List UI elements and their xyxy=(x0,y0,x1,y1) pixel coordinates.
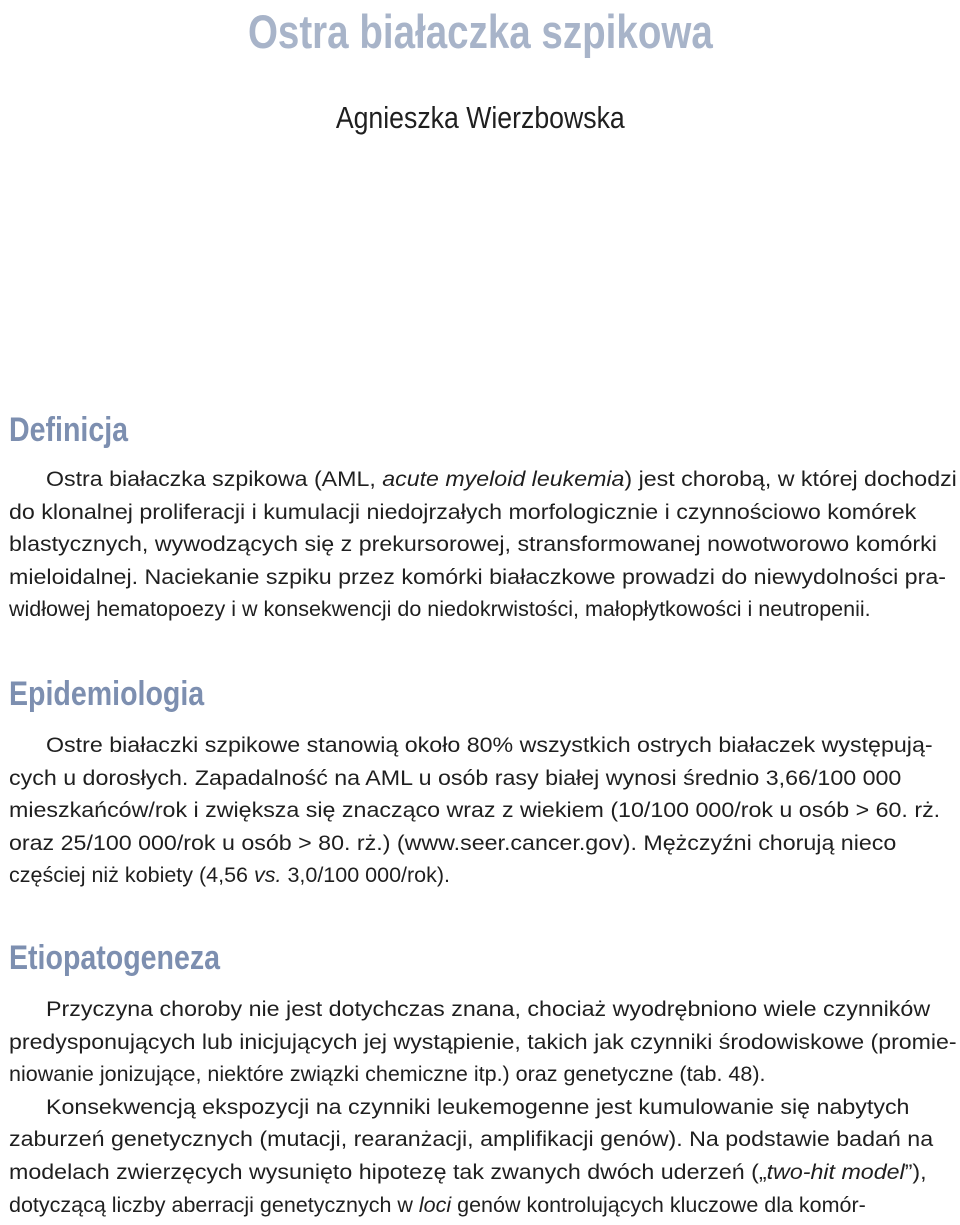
text-line: cych u dorosłych. Zapadalność na AML u osób rasy białej wynosi średnio 3,66/100 000 xyxy=(9,765,902,790)
text-line: częściej niż kobiety (4,56 vs. 3,0/100 000/rok). xyxy=(9,863,450,888)
paragraph-definicja xyxy=(9,463,957,626)
text-line: oraz 25/100 000/rok u osób > 80. rż.) (www.seer.cancer.gov). Mężczyźni chorują nieco xyxy=(9,830,897,855)
text-line: mieszkańców/rok i zwiększa się znacząco wraz z wiekiem (10/100 000/rok u osób > 60. rż. xyxy=(9,798,941,823)
text-line: zaburzeń genetycznych (mutacji, rearanżacji, amplifikacji genów). Na podstawie badań na xyxy=(9,1127,934,1152)
text-line: blastycznych, wywodzących się z prekursorowej, stransformowanej nowotworowo komórki xyxy=(9,532,937,557)
text-line: dotyczącą liczby aberracji genetycznych w loci genów kontrolujących kluczowe dla komór- xyxy=(9,1192,866,1217)
text-line: widłowej hematopoezy i w konsekwencji do niedokrwistości, małopłytkowości i neutropenii. xyxy=(9,597,871,622)
author-name: Agnieszka Wierzbowska xyxy=(335,100,625,135)
paragraph-epidemiologia xyxy=(9,729,957,892)
text-line: niowanie jonizujące, niektóre związki chemiczne itp.) oraz genetyczne (tab. 48). xyxy=(9,1062,766,1087)
text-line: mieloidalnej. Naciekanie szpiku przez komórki białaczkowe prowadzi do niewydolności pra- xyxy=(9,564,946,589)
text-line: Ostra białaczka szpikowa (AML, acute myeloid leukemia) jest chorobą, w której dochodzi xyxy=(46,467,957,491)
text-line: Ostre białaczki szpikowe stanowią około 80% wszystkich ostrych białaczek występują- xyxy=(46,733,933,757)
text-line: predysponujących lub inicjujących jej wystąpienie, takich jak czynniki środowiskowe (promie- xyxy=(9,1029,957,1054)
document-title: Ostra białaczka szpikowa xyxy=(247,5,713,58)
section-heading-etiopatogeneza: Etiopatogeneza xyxy=(9,939,221,977)
text-line: Przyczyna choroby nie jest dotychczas znana, chociaż wyodrębniono wiele czynników xyxy=(46,997,931,1021)
section-heading-epidemiologia: Epidemiologia xyxy=(9,675,205,713)
paragraph-etiopatogeneza xyxy=(9,993,957,1221)
text-line: modelach zwierzęcych wysunięto hipotezę tak zwanych dwóch uderzeń („two-hit model”), xyxy=(9,1159,927,1184)
text-line: Konsekwencją ekspozycji na czynniki leukemogenne jest kumulowanie się nabytych xyxy=(46,1094,910,1119)
text-line: do klonalnej proliferacji i kumulacji niedojrzałych morfologicznie i czynnościowo komórek xyxy=(9,499,917,524)
section-heading-definicja: Definicja xyxy=(9,411,129,449)
